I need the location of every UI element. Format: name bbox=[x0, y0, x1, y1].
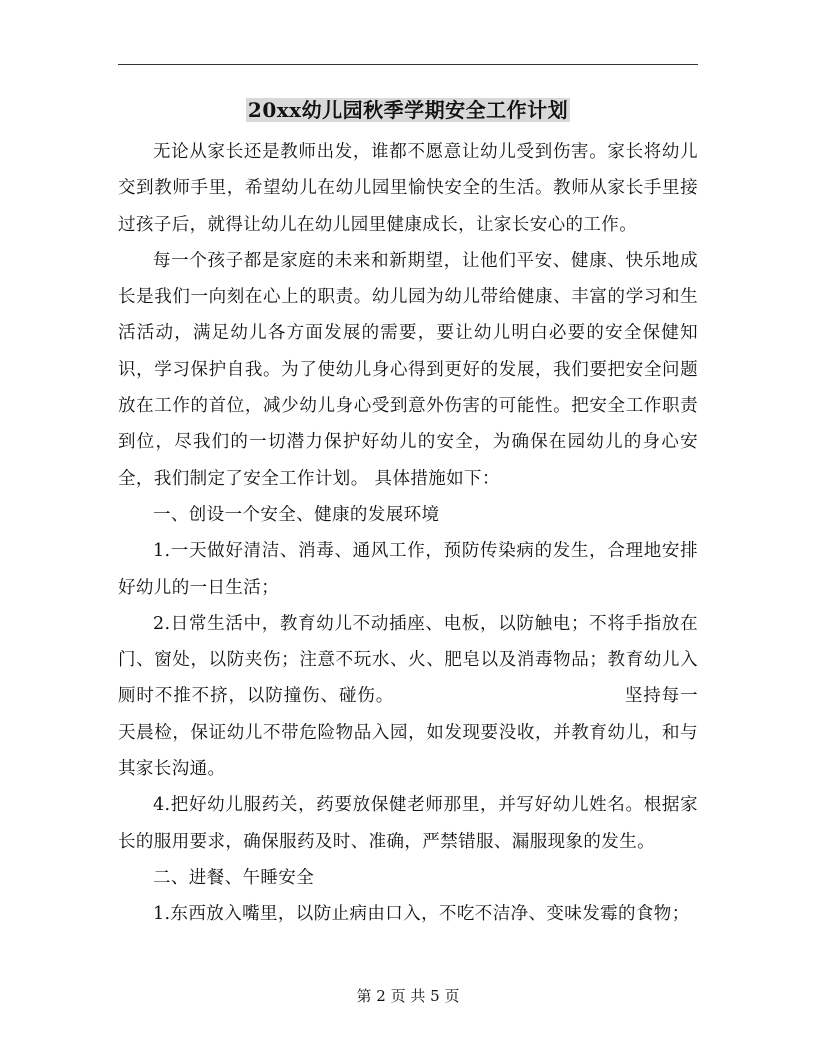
section-heading-meals-nap: 二、进餐、午睡安全 bbox=[153, 867, 315, 888]
section-heading-environment: 一、创设一个安全、健康的发展环境 bbox=[153, 504, 440, 525]
document-title-text: 20xx幼儿园秋季学期安全工作计划 bbox=[247, 98, 569, 122]
list-item-daily-safety: 2.日常生活中，教育幼儿不动插座、电板，以防触电；不将手指放在门、窗处，以防夹伤；注意不玩水、火、肥皂以及消毒物品；教育幼儿入厕时不推不挤，以防撞伤、碰伤。 坚持每一天晨检，保证幼儿不带危险物品入园，如发现要没收，并教育幼儿，和与其家长沟通。 bbox=[118, 613, 698, 780]
document-title bbox=[0, 96, 816, 124]
paragraph-intro: 无论从家长还是教师出发，谁都不愿意让幼儿受到伤害。家长将幼儿交到教师手里，希望幼儿在幼儿园里愉快安全的生活。教师从家长手里接过孩子后，就得让幼儿在幼儿园里健康成长，让家长安心的工作。 bbox=[118, 142, 698, 235]
paragraph-responsibility: 每一个孩子都是家庭的未来和新期望，让他们平安、健康、快乐地成长是我们一向刻在心上的职责。幼儿园为幼儿带给健康、丰富的学习和生活活动，满足幼儿各方面发展的需要，要让幼儿明白必要的安全保健知识，学习保护自我。为了使幼儿身心得到更好的发展，我们要把安全问题放在工作的首位，减少幼儿身心受到意外伤害的可能性。把安全工作职责到位，尽我们的一切潜力保护好幼儿的安全，为确保在园幼儿的身心安全，我们制定了安全工作计划。 具体措施如下： bbox=[118, 250, 698, 489]
document-body bbox=[118, 134, 698, 933]
list-item-food: 1.东西放入嘴里，以防止病由口入，不吃不洁净、变味发霉的食物； bbox=[153, 904, 690, 925]
list-item-cleaning: 1.一天做好清洁、消毒、通风工作，预防传染病的发生，合理地安排好幼儿的一日生活； bbox=[118, 541, 698, 598]
header-rule bbox=[118, 64, 698, 65]
page-number: 第 2 页 共 5 页 bbox=[356, 987, 460, 1005]
list-item-medication: 4.把好幼儿服药关，药要放保健老师那里，并写好幼儿姓名。根据家长的服用要求，确保服药及时、准确，严禁错服、漏服现象的发生。 bbox=[118, 795, 698, 852]
